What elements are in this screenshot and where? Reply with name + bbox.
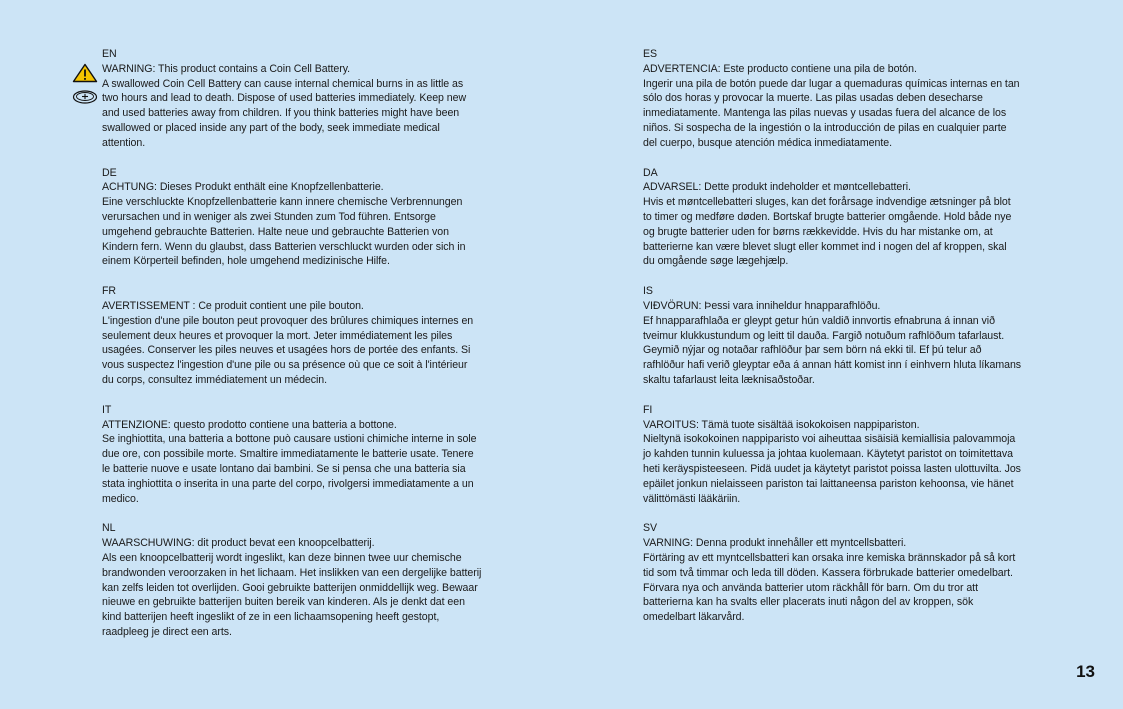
left-column <box>102 47 562 640</box>
section-es <box>643 47 1107 151</box>
section-da <box>643 166 1107 270</box>
section-body: L'ingestion d'une pile bouton peut provoquer des brûlures chimiques internes en seulement deux heures et provoquer la mort. Jeter immédiatement les piles usagées. Conserver les piles neuves et usagées hors de portée des enfants. Si vous suspectez l'ingestion d'une pile ou sa présence où que ce soit à l'intérieur du corps, consultez immédiatement un médecin. <box>102 314 474 386</box>
section-heading: WARNING: This product contains a Coin Cell Battery. <box>102 62 351 75</box>
warning-icons <box>72 63 98 105</box>
section-heading: WAARSCHUWING: dit product bevat een knoopcelbatterij. <box>102 537 375 550</box>
section-body: A swallowed Coin Cell Battery can cause internal chemical burns in as little as two hours and lead to death. Dispose of used batteries immediately. Keep new and used batteries away from children. If you think batteries might have been swallowed or placed inside any part of the body, seek immediate medical attention. <box>102 77 467 149</box>
section-it <box>102 403 562 507</box>
section-fi <box>643 403 1107 507</box>
section-lang: IS <box>643 285 653 298</box>
section-body: Als een knoopcelbatterij wordt ingeslikt, kan deze binnen twee uur chemische brandwonden veroorzaken in het lichaam. Het inslikken van een dergelijke batterij kan zelfs leiden tot overlijden. Gooi gebruikte batterijen onmiddellijk weg. Bewaar nieuwe en gebruikte batterijen buiten bereik van kinderen. Als je denkt dat een kind batterijen heeft ingeslikt of ze in een lichaamsopening heeft gestopt, raadpleeg je direct een arts. <box>102 551 482 638</box>
warning-triangle-icon <box>72 63 98 83</box>
section-sv <box>643 521 1107 625</box>
section-body: Se inghiottita, una batteria a bottone può causare ustioni chimiche interne in sole due ore, con possibile morte. Smaltire immediatamente le batterie usate. Tenere le batterie nuove e usate lontano dai bambini. Se si pensa che una batteria sia stata inghiottita o inserita in una parte del corpo, rivolgersi immediatamente a un medico. <box>102 433 477 505</box>
section-body: Ingerir una pila de botón puede dar lugar a quemaduras químicas internas en tan sólo dos horas y provocar la muerte. Las pilas usadas deben desecharse inmediatamente. Mantenga las pilas nuevas y usadas fuera del alcance de los niños. Si sospecha de la ingestión o la introducción de pilas en cualquier parte del cuerpo, busque atención médica inmediatamente. <box>643 77 1020 149</box>
section-nl <box>102 521 562 639</box>
section-body: Nieltynä isokokoinen nappiparisto voi aiheuttaa sisäisiä kemiallisia palovammoja jo kahden tunnin kuluessa ja johtaa kuolemaan. Käytetyt paristot on toimitettava heti keräyspisteeseen. Pidä uudet ja käytetyt paristot poissa lasten ulottuvilta. Jos epäilet jonkun nielaisseen pariston tai laittaneensa pariston kehoonsa, vie hänet välittömästi lääkäriin. <box>643 433 1021 505</box>
section-lang: FI <box>643 403 653 416</box>
section-body: Ef hnapparafhlaða er gleypt getur hún valdið innvortis efnabruna á innan við tveimur klukkustundum og leitt til dauða. Fargið notuðum rafhlöðum tafarlaust. Geymið nýjar og notaðar rafhlöður þar sem börn ná ekki til. Ef þú telur að rafhlöður hafi verið gleyptar eða á annan hátt komist inn í einhvern hluta líkamans skaltu tafarlaust leita læknisaðstoðar. <box>643 314 1022 386</box>
section-fr <box>102 284 562 388</box>
section-lang: ES <box>643 48 658 60</box>
section-body: Förtäring av ett myntcellsbatteri kan orsaka inre kemiska brännskador på så kort tid som två timmar och leda till döden. Kassera förbrukade batterier omedelbart. Förvara nya och använda batterier utom räckhåll för barn. Om du tror att batterierna kan ha svalts eller placerats inuti någon del av kroppen, sök omedelbart läkarvård. <box>643 551 1016 624</box>
section-lang: SV <box>643 522 658 535</box>
coin-cell-battery-icon <box>72 89 98 105</box>
section-lang: DA <box>643 166 658 179</box>
section-heading: ADVARSEL: Dette produkt indeholder et møntcellebatteri. <box>643 181 911 194</box>
section-de <box>102 166 562 270</box>
section-is <box>643 284 1107 388</box>
section-heading: ACHTUNG: Dieses Produkt enthält eine Knopfzellenbatterie. <box>102 181 384 194</box>
section-heading: VAROITUS: Tämä tuote sisältää isokokoisen nappipariston. <box>643 418 920 431</box>
section-lang: NL <box>102 522 116 535</box>
section-heading: ATTENZIONE: questo prodotto contiene una batteria a bottone. <box>102 418 397 431</box>
section-lang: DE <box>102 166 117 179</box>
section-lang: IT <box>102 403 112 416</box>
section-heading: VIÐVÖRUN: Þessi vara inniheldur hnapparafhlöðu. <box>643 299 881 312</box>
right-column <box>643 47 1107 625</box>
section-heading: AVERTISSEMENT : Ce produit contient une pile bouton. <box>102 299 364 312</box>
section-heading: ADVERTENCIA: Este producto contiene una pila de botón. <box>643 62 917 75</box>
section-lang: FR <box>102 285 117 298</box>
section-body: Eine verschluckte Knopfzellenbatterie kann innere chemische Verbrennungen verursachen und in weniger als zwei Stunden zum Tod führen. Entsorge umgehend gebrauchte Batterien. Halte neue und gebrauchte Batterien von Kindern fern. Wenn du glaubst, dass Batterien verschluckt wurden oder sich in einem Körperteil befinden, hole umgehend medizinische Hilfe. <box>102 196 466 268</box>
section-lang: EN <box>102 48 117 60</box>
section-en <box>102 47 562 151</box>
page-number: 13 <box>1076 662 1095 681</box>
section-body: Hvis et møntcellebatteri sluges, kan det forårsage indvendige ætsninger på blot to timer og medføre døden. Bortskaf brugte batterier omgående. Hold både nye og brugte batterier uden for børns rækkevidde. Hvis du har mistanke om, at batterierne kan være blevet slugt eller kommet ind i nogen del af kroppen, skal du omgående søge lægehjælp. <box>643 196 1012 268</box>
section-heading: VARNING: Denna produkt innehåller ett myntcellsbatteri. <box>643 537 907 550</box>
